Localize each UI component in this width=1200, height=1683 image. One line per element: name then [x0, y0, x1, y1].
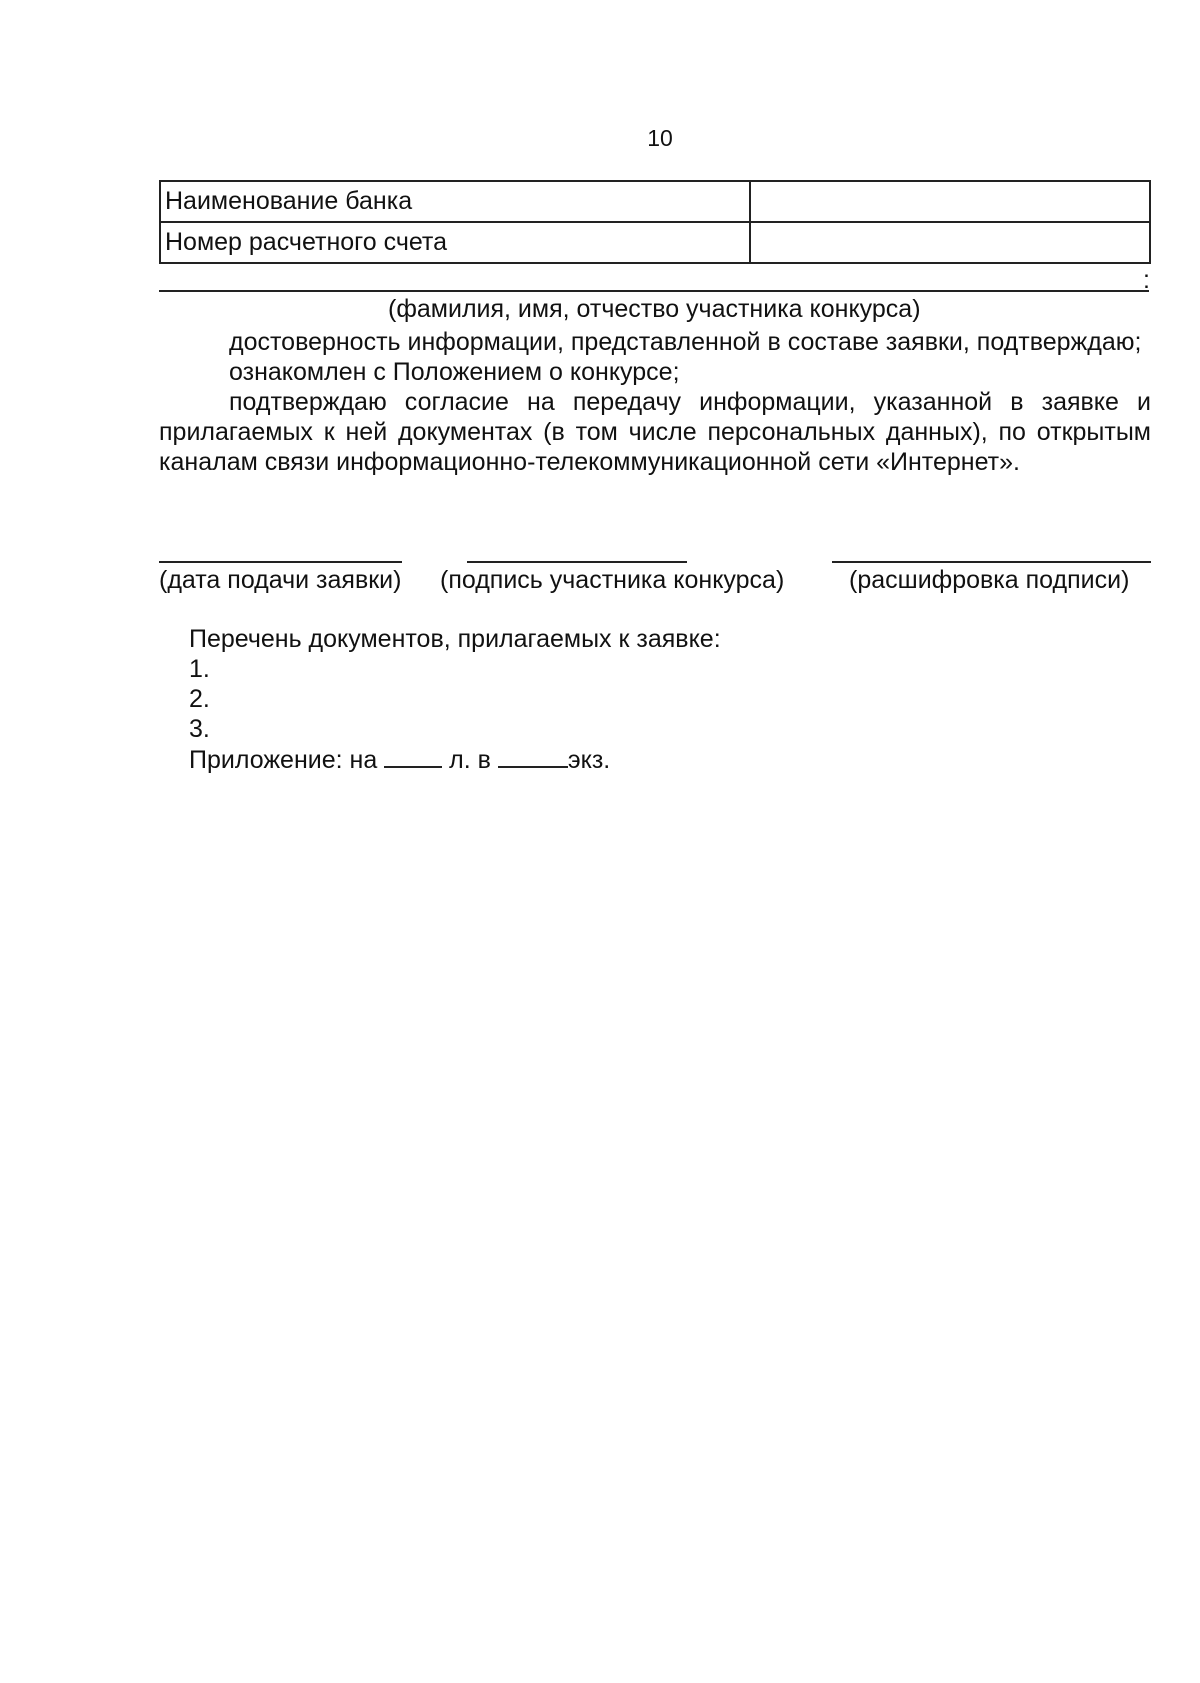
copies-blank	[498, 744, 568, 768]
fio-colon: :	[1143, 266, 1150, 294]
declaration-text	[159, 327, 1151, 477]
pages-blank	[384, 744, 442, 768]
list-item: 1.	[189, 655, 210, 683]
appendix-line	[189, 744, 721, 775]
appendix-suffix: экз.	[567, 746, 611, 774]
date-fill-line	[159, 561, 402, 563]
paragraph-consent: подтверждаю согласие на передачу информации, указанной в заявке и прилагаемых к ней документах (в том числе персональных данных), по открытым каналам связи информационно-телекоммуникационной сети «Интернет».	[159, 388, 1151, 476]
page-number: 10	[647, 125, 673, 151]
fio-caption: (фамилия, имя, отчество участника конкурса)	[388, 295, 921, 323]
table-row	[160, 181, 1150, 222]
paragraph-accuracy: достоверность информации, представленной в составе заявки, подтверждаю;	[229, 328, 1142, 356]
appendix-prefix: Приложение: на	[189, 746, 378, 774]
bank-name-value	[750, 181, 1150, 222]
fio-fill-line	[159, 290, 1149, 292]
bank-details-table	[159, 180, 1151, 264]
documents-heading: Перечень документов, прилагаемых к заявке:	[189, 625, 721, 653]
documents-list	[189, 624, 721, 775]
account-number-value	[750, 222, 1150, 263]
decoding-caption: (расшифровка подписи)	[849, 566, 1130, 594]
bank-name-label: Наименование банка	[160, 181, 750, 222]
appendix-middle: л. в	[449, 746, 491, 774]
list-item: 2.	[189, 685, 210, 713]
date-caption: (дата подачи заявки)	[159, 566, 402, 594]
list-item: 3.	[189, 715, 210, 743]
signature-fill-line	[467, 561, 687, 563]
table-row	[160, 222, 1150, 263]
account-number-label: Номер расчетного счета	[160, 222, 750, 263]
decoding-fill-line	[832, 561, 1151, 563]
signature-caption: (подпись участника конкурса)	[440, 566, 785, 594]
paragraph-acquainted: ознакомлен с Положением о конкурсе;	[229, 358, 680, 386]
